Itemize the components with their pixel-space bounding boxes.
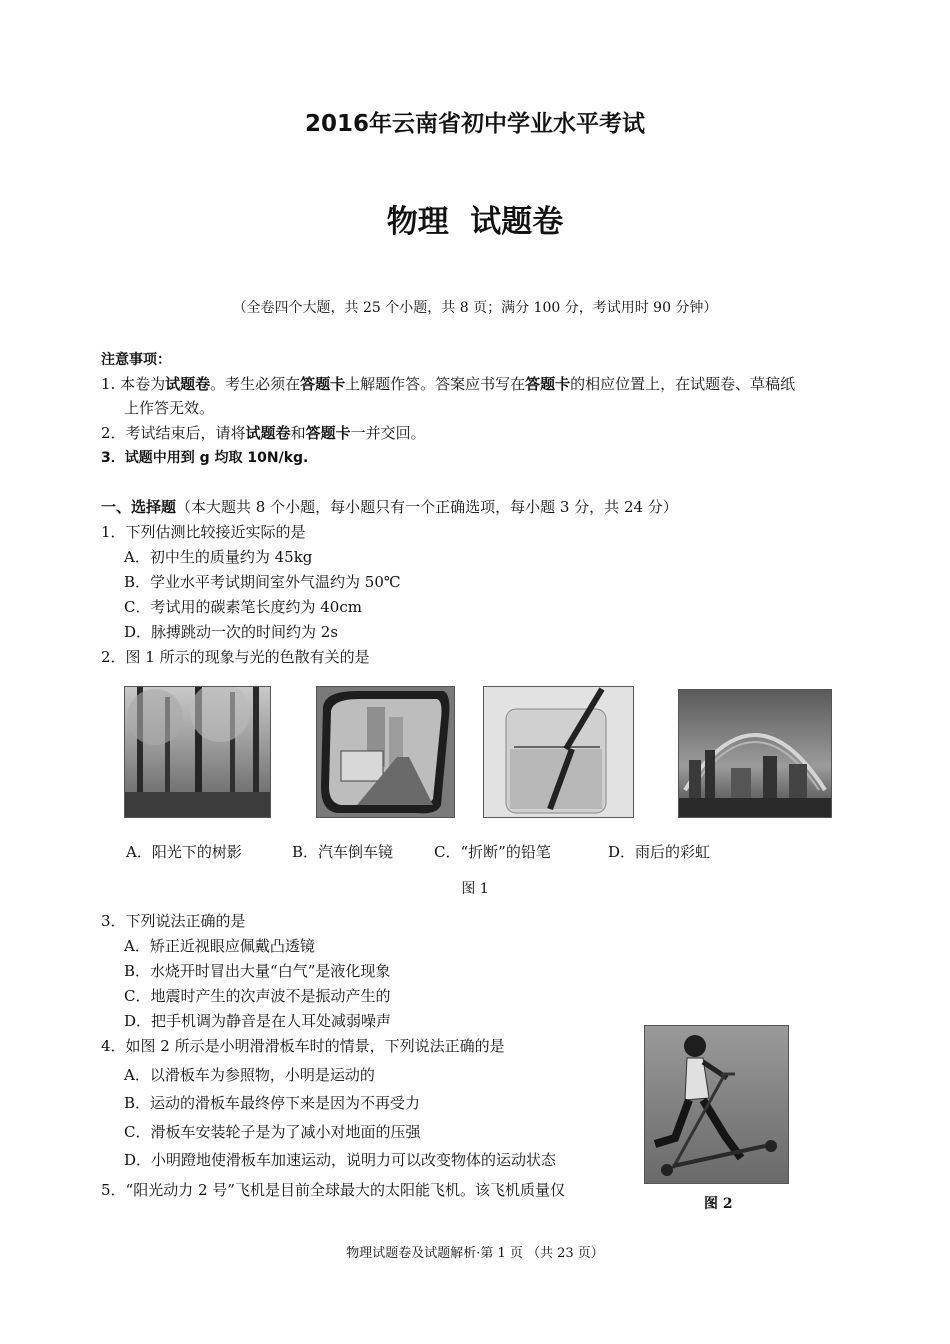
tree-shadow-photo [124, 686, 271, 818]
note-1-continued: 上作答无效。 [124, 399, 215, 417]
scooter-illustration [645, 1026, 788, 1183]
section-1-heading [101, 497, 678, 517]
scooter-photo [644, 1025, 789, 1184]
page-footer: 物理试题卷及试题解析·第 1 页 （共 23 页） [346, 1246, 604, 1261]
q2-option-d: D．雨后的彩虹 [608, 843, 711, 861]
q5-stem: 5．“阳光动力 2 号”飞机是目前全球最大的太阳能飞机。该飞机质量仅 [101, 1181, 565, 1199]
section-1-title: 一、选择题 [101, 498, 177, 516]
q3-option-a: A．矫正近视眼应佩戴凸透镜 [124, 937, 315, 955]
section-1-desc: （本大题共 8 个小题，每小题只有一个正确选项，每小题 3 分，共 24 分） [176, 498, 678, 516]
exam-subtitle: （全卷四个大题，共 25 个小题，共 8 页；满分 100 分，考试用时 90 分钟） [232, 300, 718, 316]
exam-title: 2016年云南省初中学业水平考试 [304, 111, 645, 137]
note-2-part: 一并交回。 [350, 424, 426, 442]
tree-shadow-illustration [125, 687, 270, 817]
note-2 [101, 423, 426, 443]
q3-stem: 3．下列说法正确的是 [101, 912, 246, 930]
q4-option-c: C．滑板车安装轮子是为了减小对地面的压强 [124, 1123, 421, 1141]
q1-option-a: A．初中生的质量约为 45kg [124, 548, 313, 566]
note-2-part: 2．考试结束后，请将 [101, 424, 246, 442]
notes-heading: 注意事项： [101, 352, 171, 368]
paper-title: 物理 试题卷 [386, 204, 564, 240]
q2-option-c: C．“折断”的铅笔 [434, 843, 551, 861]
q1-stem: 1．下列估测比较接近实际的是 [101, 523, 306, 541]
rainbow-photo [678, 689, 832, 818]
bent-pencil-photo [483, 686, 634, 818]
q3-option-c: C．地震时产生的次声波不是振动产生的 [124, 987, 391, 1005]
q3-option-b: B．水烧开时冒出大量“白气”是液化现象 [124, 962, 391, 980]
note-1-bold: 答题卡 [525, 375, 571, 393]
note-2-part: 和 [290, 424, 306, 442]
car-mirror-photo [316, 686, 455, 818]
note-1-part: 的相应位置上，在试题卷、草稿纸 [570, 375, 796, 393]
q4-stem: 4．如图 2 所示是小明滑滑板车时的情景，下列说法正确的是 [101, 1037, 505, 1055]
note-1-part: 上解题作答。答案应书写在 [345, 375, 526, 393]
figure-2-caption: 图 2 [704, 1196, 733, 1212]
q1-option-b: B．学业水平考试期间室外气温约为 50℃ [124, 573, 401, 591]
q4-option-a: A．以滑板车为参照物，小明是运动的 [124, 1066, 375, 1084]
note-1 [101, 374, 795, 394]
note-1-bold: 试题卷 [165, 375, 211, 393]
figure-1-caption: 图 1 [461, 881, 489, 897]
note-3: 3．试题中用到 g 均取 10N/kg. [101, 450, 309, 466]
bent-pencil-illustration [484, 687, 633, 817]
q2-option-b: B．汽车倒车镜 [292, 843, 394, 861]
q1-option-c: C．考试用的碳素笔长度约为 40cm [124, 598, 362, 616]
q2-stem: 2．图 1 所示的现象与光的色散有关的是 [101, 648, 370, 666]
q1-option-d: D．脉搏跳动一次的时间约为 2s [124, 623, 339, 641]
car-mirror-illustration [317, 687, 454, 817]
q2-option-a: A．阳光下的树影 [126, 843, 242, 861]
q4-option-b: B．运动的滑板车最终停下来是因为不再受力 [124, 1094, 421, 1112]
q4-option-d: D．小明蹬地使滑板车加速运动，说明力可以改变物体的运动状态 [124, 1151, 557, 1169]
note-2-bold: 答题卡 [305, 424, 351, 442]
q3-option-d: D．把手机调为静音是在人耳处减弱噪声 [124, 1012, 392, 1030]
rainbow-illustration [679, 690, 831, 817]
note-1-part: 1. 本卷为 [101, 375, 166, 393]
note-1-bold: 答题卡 [300, 375, 346, 393]
note-1-part: 。考生必须在 [210, 375, 301, 393]
note-2-bold: 试题卷 [245, 424, 291, 442]
